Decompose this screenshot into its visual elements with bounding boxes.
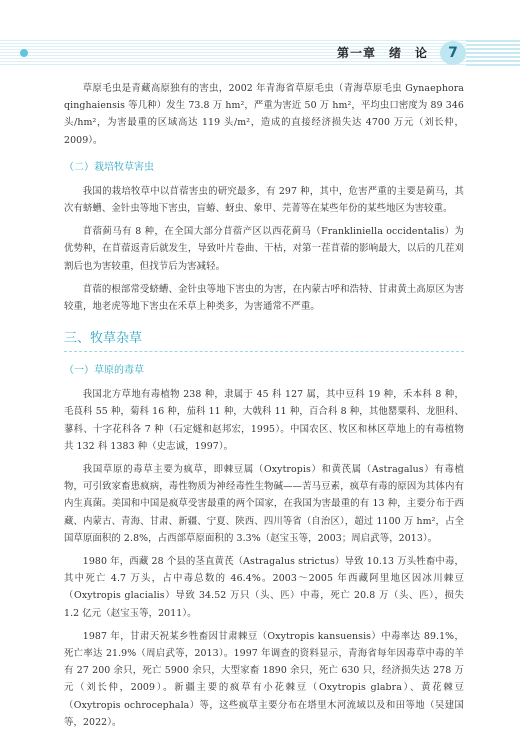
section-heading-weeds: 三、牧草杂草 [64, 329, 464, 352]
paragraph-root-pests: 苜蓿的根部常受蛴螬、金针虫等地下害虫的为害，在内蒙古呼和浩特、甘肃黄土高原区为害较重，地老虎等地下害虫在禾草上种类多，为害通常不严重。 [64, 283, 464, 313]
subsection-heading-cultivated-pests: （二）栽培牧草害虫 [64, 161, 154, 173]
paragraph-gansu-qinghai-xinjiang: 1987 年，甘肃天祝某乡牲畜因甘肃棘豆（Oxytropis kansuensis）中毒率达 89.1%，死亡率达 21.9%（周启武等，2013）。1997 年调查的资料显示，青海省每年因毒草中毒的羊有 27 200 余只，死亡 5900 余只，大型家畜 1890 余只，死亡 630 只，经济损失达 278 万元（刘长仲，2009）。新疆主要的疯草有小花棘豆（Oxytropis glabra）、黄花棘豆（Oxytropis ochrocephala）等，这些疯草主要分布在塔里木河流域以及和田等地（吴建国等，2022）。 [64, 630, 464, 728]
subsection-heading-poisonous-plants: （一）草原的毒草 [64, 365, 144, 377]
header-dot-ornament [20, 49, 28, 57]
paragraph-toxic-plant-stats: 我国北方草地有毒植物 238 种，隶属于 45 科 127 属，其中豆科 19 种，禾本科 8 种，毛茛科 55 种，菊科 16 种，茄科 11 种，大戟科 11 种，百合科 8 种，其他罂粟科、龙胆科、蓼科、十字花科各 7 种（石定燧和赵邦宏，1995）。中国农区、牧区和林区草地上的有毒植物共 132 科 1383 种（史志诚，1997）。 [64, 389, 464, 452]
page-body [64, 80, 464, 737]
header-tail-stripes [466, 40, 520, 66]
paragraph-caterpillar: 草原毛虫是青藏高原独有的害虫，2002 年青海省草原毛虫（青海草原毛虫 Gynaephora qinghaiensis 等几种）发生 73.8 万 hm²，严重为害近 50 万 hm²，平均虫口密度为 89 346 头/hm²，为害最重的区域高达 119 头/m²，造成的直接经济损失达 4700 万元（刘长仲，2009）。 [64, 83, 464, 146]
running-header [0, 40, 520, 66]
page-number: 7 [440, 41, 466, 65]
paragraph-tibet-poisoning: 1980 年，西藏 28 个县的茎直黄芪（Astragalus strictus）导致 10.13 万头牲畜中毒，其中死亡 4.7 万头，占中毒总数的 46.4%。2003～2005 年西藏阿里地区因冰川棘豆（Oxytropis glacialis）导致 34.52 万只（头、匹）中毒，死亡 20.8 万（头、匹），损失 1.2 亿元（赵宝玉等，2011）。 [64, 556, 464, 619]
paragraph-locoweed: 我国草原的毒草主要为疯草，即棘豆属（Oxytropis）和黄芪属（Astragalus）有毒植物，可引致家畜患疯病，毒性物质为神经毒性生物碱——苦马豆素，疯草有毒的原因为其体内有内生真菌。美国和中国是疯草受害最重的两个国家，在我国为害最重的有 13 种，主要分布于西藏、内蒙古、青海、甘肃、新疆、宁夏、陕西、四川等省（自治区），超过 1100 万 hm²，占全国草原面积的 2.8%，占西部草原面积的 3.3%（赵宝玉等，2003；周启武等，2013）。 [64, 464, 464, 544]
paragraph-thrips: 苜蓿蓟马有 8 种，在全国大部分苜蓿产区以西花蓟马（Frankliniella occidentalis）为优势种，在苜蓿返青后就发生，导致叶片卷曲、干枯，对第一茬苜蓿的影响最大，以后的几茬刈割后也为害较重，但找节后为害减轻。 [64, 226, 464, 272]
chapter-title: 第一章 绪 论 [336, 46, 428, 60]
paragraph-alfalfa-pests: 我国的栽培牧草中以苜蓿害虫的研究最多，有 297 种，其中，危害严重的主要是蓟马，其次有蛴螬、金针虫等地下害虫，盲蝽、蚜虫、象甲、芫菁等在某些年份的某些地区为害较重。 [64, 185, 464, 215]
